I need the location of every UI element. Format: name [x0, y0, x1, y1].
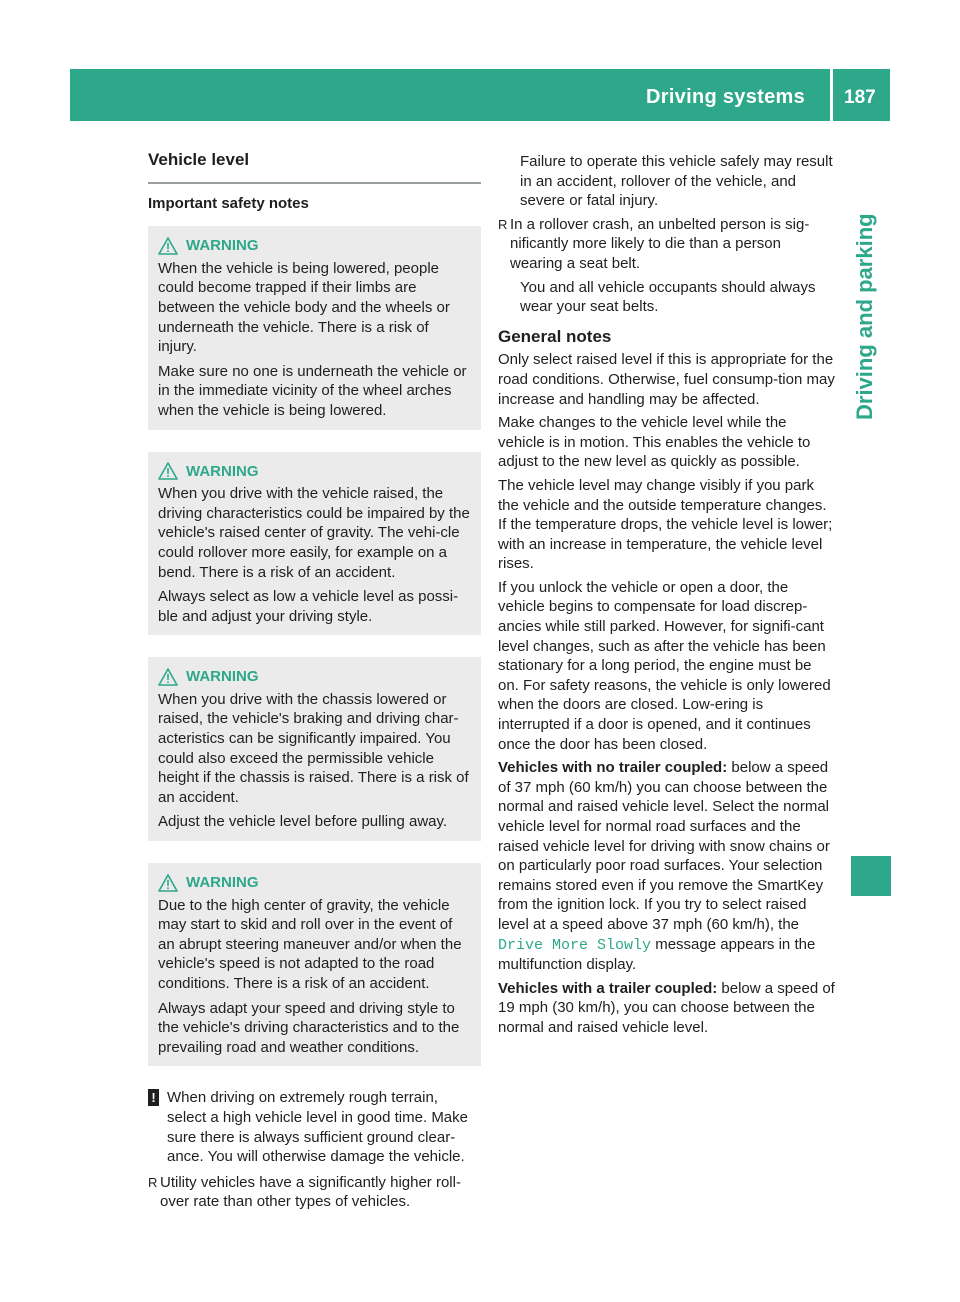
warning-instruction: Always select as low a vehicle level as possi-ble and adjust your driving style. [158, 588, 459, 625]
general-notes-title: General notes [498, 326, 612, 346]
section-title: Vehicle level [148, 150, 481, 184]
list-item-text: Utility vehicles have a significantly higher roll-over rate than other types of vehicles. [160, 1173, 461, 1211]
warning-heading [158, 667, 471, 687]
bullet-r-icon: R [148, 1174, 158, 1190]
warning-instruction: Adjust the vehicle level before pulling away. [158, 813, 448, 831]
display-message: Drive More Slowly [498, 936, 652, 954]
warning-box-2 [148, 452, 481, 636]
paragraph-label: Vehicles with no trailer coupled: [498, 759, 728, 777]
warning-triangle-icon [158, 462, 178, 480]
left-column [148, 150, 481, 1216]
warning-text: When you drive with the chassis lowered or raised, the vehicle's braking and driving char-acteristics can be significantly impaired. You could also exceed the permissible vehicle height if the chassis is raised. There is a risk of an accident. [158, 690, 469, 806]
paragraph: The vehicle level may change visibly if you park the vehicle and the outside temperature changes. If the temperature drops, the vehicle level is lower; with an increase in temperature, the vehicle level rises. [498, 476, 833, 573]
warning-heading [158, 873, 471, 893]
warning-box-1 [148, 226, 481, 429]
warning-triangle-icon [158, 668, 178, 686]
paragraph-label: Vehicles with a trailer coupled: [498, 979, 718, 997]
warning-box-4 [148, 863, 481, 1066]
chapter-title: Driving systems [646, 86, 806, 108]
warning-text: When the vehicle is being lowered, people could become trapped if their limbs are between the vehicle body and the wheels or underneath the vehicle. There is a risk of injury. [158, 259, 450, 356]
warning-heading [158, 236, 471, 256]
warning-label: WARNING [186, 668, 259, 686]
warning-box-3 [148, 657, 481, 841]
warning-instruction: Make sure no one is underneath the vehicle or in the immediate vicinity of the wheel arches when the vehicle is being lowered. [158, 362, 467, 419]
paragraph-text: below a speed of 37 mph (60 km/h) you can choose between the normal and raised vehicle level. Select the normal vehicle level for normal road surfaces and the raised vehicle level for driving with snow chains or on particularly poor road surfaces. Your selection remains stored even if you remove the SmartKey from the ignition lock. If you try to select raised level at a speed above 37 mph (60 km/h), the [498, 759, 830, 933]
paragraph-no-trailer [498, 758, 835, 975]
header-divider [830, 69, 833, 121]
paragraph-with-trailer [498, 979, 835, 1038]
list-item-continuation: You and all vehicle occupants should always wear your seat belts. [520, 278, 816, 316]
warning-heading [158, 462, 471, 482]
paragraph: If you unlock the vehicle or open a door, the vehicle begins to compensate for load discrep-ancies while still parked. However, for signifi-cant level changes, such as after the vehicle has been stationary for a long period, the engine must be on. For safety reasons, the vehicle is only lowered when the doors are closed. Low-ering is interrupted if a door is opened, and it continues once the door has been closed. [498, 578, 831, 753]
paragraph-text: below a speed of 19 mph (30 km/h), you can choose between the normal and raised vehicle level. [498, 979, 835, 1036]
exclamation-note-icon: ! [148, 1089, 159, 1106]
warning-text: When you drive with the vehicle raised, the driving characteristics could be impaired by the vehicle's raised center of gravity. The vehi-cle could rollover more easily, for example on a bend. There is a risk of an accident. [158, 485, 470, 581]
page-number: 187 [844, 87, 876, 108]
paragraph: Only select raised level if this is appropriate for the road conditions. Otherwise, fuel consump-tion may increase and handling may be affected. [498, 351, 835, 408]
note-text: When driving on extremely rough terrain, select a high vehicle level in good time. Make sure there is always sufficient ground clear-ance. You will otherwise damage the vehicle. [167, 1089, 468, 1166]
warning-label: WARNING [186, 237, 259, 255]
warning-text: Due to the high center of gravity, the vehicle may start to skid and roll over in the event of an abrupt steering maneuver and/or when the vehicle's speed is not adapted to the road conditions. There is a risk of an accident. [158, 896, 462, 992]
side-tab-block [851, 856, 891, 896]
warning-label: WARNING [186, 462, 259, 480]
list-item-continuation: Failure to operate this vehicle safely may result in an accident, rollover of the vehicle, and severe or fatal injury. [520, 153, 833, 210]
paragraph-text: message appears in the multifunction display. [498, 935, 816, 974]
warning-triangle-icon [158, 237, 178, 255]
list-item [148, 1173, 481, 1212]
warning-triangle-icon [158, 874, 178, 892]
bullet-r-icon: R [498, 216, 508, 232]
list-item-text: In a rollover crash, an unbelted person is sig-nificantly more likely to die than a person wearing a seat belt. [510, 215, 810, 272]
subsection-title: Important safety notes [148, 194, 309, 212]
warning-instruction: Always adapt your speed and driving style to the vehicle's driving characteristics and to the prevailing road and weather conditions. [158, 999, 460, 1056]
right-column [498, 152, 835, 1042]
warning-label: WARNING [186, 874, 259, 892]
paragraph: Make changes to the vehicle level while the vehicle is in motion. This enables the vehicle to adjust to the new level as quickly as possible. [498, 414, 811, 471]
side-tab-label: Driving and parking [852, 213, 877, 420]
list-item [498, 215, 835, 274]
damage-note [148, 1088, 481, 1166]
